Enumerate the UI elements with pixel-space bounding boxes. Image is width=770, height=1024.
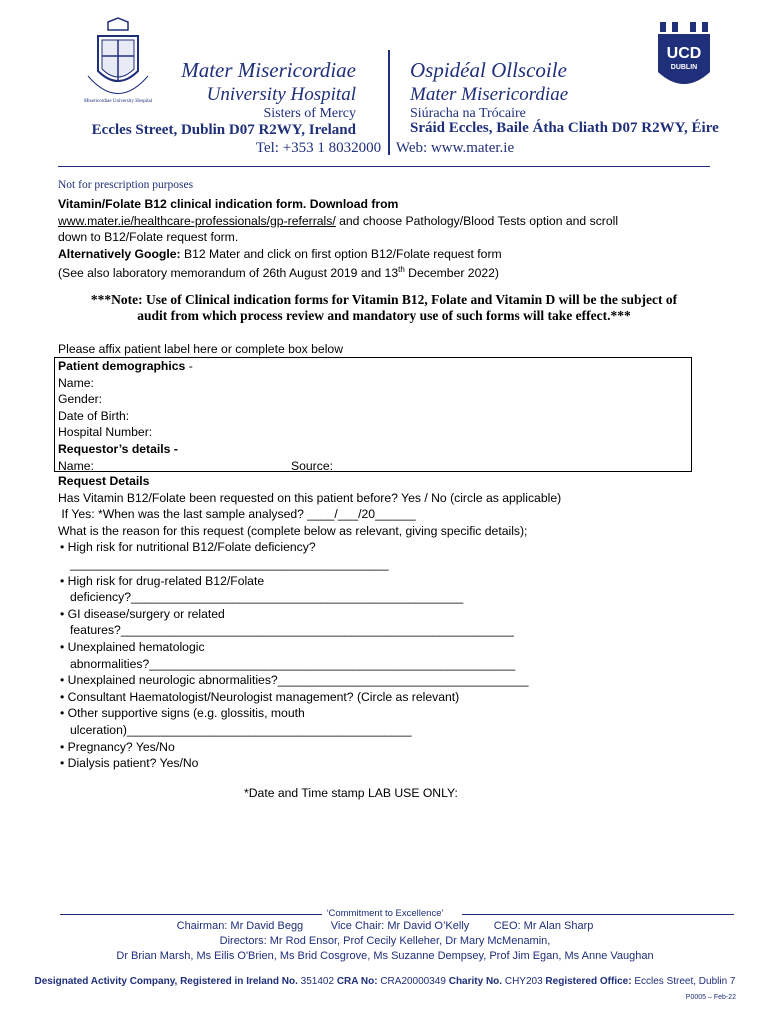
bullet-icon: • [60,673,65,688]
item-answer-line[interactable]: _______________________________________________ [70,556,389,571]
item-answer-line[interactable]: abnormalities?______________________________________________________ [70,656,516,671]
registration-line [0,976,770,987]
hospital-subtitle-ga: Mater Misericordiae [410,84,569,105]
motto: ‘Commitment to Excellence’ [326,908,444,919]
item-label: Consultant Haematologist/Neurologist management? (Circle as relevant) [67,689,460,704]
address-en: Eccles Street, Dublin D07 R2WY, Ireland [91,122,356,138]
download-link[interactable]: www.mater.ie/healthcare-professionals/gp-referrals/ [58,213,336,228]
directors-line-1: Directors: Mr Rod Ensor, Prof Cecily Kelleher, Dr Mary McMenamin, [219,935,551,947]
demographics-heading [58,358,688,375]
last-sample-question[interactable]: If Yes: *When was the last sample analysed? ____/___/20______ [58,507,416,522]
item-label: Unexplained hematologic [67,639,205,654]
ucd-logo [656,20,712,96]
list-item[interactable] [60,573,738,590]
list-item[interactable] [60,539,738,556]
google-line [58,246,718,263]
download-instructions: and choose Pathology/Blood Tests option and scroll [335,213,619,228]
ceo: CEO: Mr Alan Sharp [493,920,594,932]
dob-field[interactable]: Date of Birth: [58,408,130,423]
request-details [58,473,738,772]
source-field[interactable]: Source: [291,458,334,473]
item-label: Dialysis patient? Yes/No [67,756,199,771]
bullet-icon: • [60,756,65,771]
demographics-suffix: - [185,359,193,373]
hospital-name-en: Mater Misericordiae [181,58,356,82]
requestor-row [58,458,688,475]
dac-number: 351402 [297,976,337,987]
bullet-icon: • [60,689,65,704]
reason-list [60,539,738,771]
patient-fields [58,358,688,474]
website: Web: www.mater.ie [395,140,515,156]
google-label: Alternatively Google: [58,246,181,261]
order-ga: Siúracha na Trócaire [410,106,526,121]
hospital-name-ga: Ospidéal Ollscoile [410,58,567,82]
hospital-number-field[interactable]: Hospital Number: [58,425,153,440]
patient-name-field[interactable]: Name: [58,375,94,390]
crest-lettering: Misericordiae University Hospital [83,99,153,104]
google-text: B12 Mater and click on first option B12/Folate request form [180,246,502,261]
item-label: High risk for nutritional B12/Folate deficiency? [67,540,316,555]
bullet-icon: • [60,639,65,654]
hospital-crest-logo [78,16,158,111]
download-line-3: down to B12/Folate request form. [58,230,239,245]
list-item[interactable] [60,672,738,689]
office-address: Eccles Street, Dublin 7 [631,976,736,987]
list-item[interactable] [60,639,738,656]
affix-instruction: Please affix patient label here or complete box below [58,342,344,356]
item-label: High risk for drug-related B12/Folate [67,573,265,588]
request-details-heading: Request Details [58,474,150,488]
requestor-name-field[interactable]: Name: [58,458,94,473]
see-also-sup: th [398,265,405,275]
list-item[interactable] [60,739,738,756]
see-also-a: (See also laboratory memorandum of 26th August 2019 and 13 [58,266,399,281]
hospital-subtitle-en: University Hospital [206,84,356,105]
list-item[interactable] [60,606,738,623]
list-item[interactable] [60,689,738,706]
bullet-icon: • [60,540,65,555]
form-code: P0005 – Feb-22 [685,994,736,1001]
charity-number: CHY203 [502,976,546,987]
contact-line [0,140,770,157]
audit-note-line1: ***Note: Use of Clinical indication forms for Vitamin B12, Folate and Vitamin D will be the subject of [90,292,678,307]
bullet-icon: • [60,573,65,588]
download-line [58,213,718,230]
vice-chair: Vice Chair: Mr David O’Kelly [330,920,470,932]
audit-note [58,292,710,324]
list-item[interactable] [60,755,738,772]
form-title: Vitamin/Folate B12 clinical indication form. Download from [58,197,399,211]
see-also-line [58,262,718,282]
order-en: Sisters of Mercy [263,106,356,121]
charity-label: Charity No. [448,976,503,987]
telephone: Tel: +353 1 8032000 [255,140,382,156]
requestor-heading: Requestor’s details - [58,441,178,456]
intro-block [58,196,718,282]
item-label: Unexplained neurologic abnormalities?_____________________________________ [67,673,529,688]
cra-label: CRA No: [336,976,378,987]
header-rule [58,166,710,167]
demographics-label: Patient demographics [58,359,186,373]
cra-number: CRA20000349 [377,976,449,987]
item-answer-line[interactable]: ulceration)__________________________________________ [70,722,412,737]
lab-use-stamp: *Date and Time stamp LAB USE ONLY: [244,786,458,800]
gender-field[interactable]: Gender: [58,392,103,407]
ucd-logo-sub: DUBLIN [670,64,698,71]
item-label: GI disease/surgery or related [67,606,225,621]
item-label: Other supportive signs (e.g. glossitis, mouth [67,706,305,721]
dac-label: Designated Activity Company, Registered in Ireland No. [34,976,298,987]
chairman: Chairman: Mr David Begg [176,920,304,932]
audit-note-line2: audit from which process review and mandatory use of such forms will take effect.*** [137,308,631,323]
bullet-icon: • [60,606,65,621]
board-line [0,920,770,932]
see-also-b: December 2022) [404,266,499,281]
item-answer-line[interactable]: deficiency?_________________________________________________ [70,590,464,605]
office-label: Registered Office: [545,976,632,987]
item-answer-line[interactable]: features?__________________________________________________________ [70,623,514,638]
list-item[interactable] [60,705,738,722]
bullet-icon: • [60,739,65,754]
item-label: Pregnancy? Yes/No [67,739,175,754]
not-for-prescription: Not for prescription purposes [58,179,194,191]
requested-before-question[interactable]: Has Vitamin B12/Folate been requested on this patient before? Yes / No (circle as applicable) [58,490,562,505]
bullet-icon: • [60,706,65,721]
ucd-logo-text: UCD [666,45,702,62]
reason-question: What is the reason for this request (complete below as relevant, giving specific details); [58,523,528,538]
directors-line-2: Dr Brian Marsh, Ms Eilis O'Brien, Ms Brid Cosgrove, Ms Suzanne Dempsey, Prof Jim Egan, Ms Anne Vaughan [116,950,654,962]
address-ga: Sráid Eccles, Baile Átha Cliath D07 R2WY, Éire [410,120,719,136]
